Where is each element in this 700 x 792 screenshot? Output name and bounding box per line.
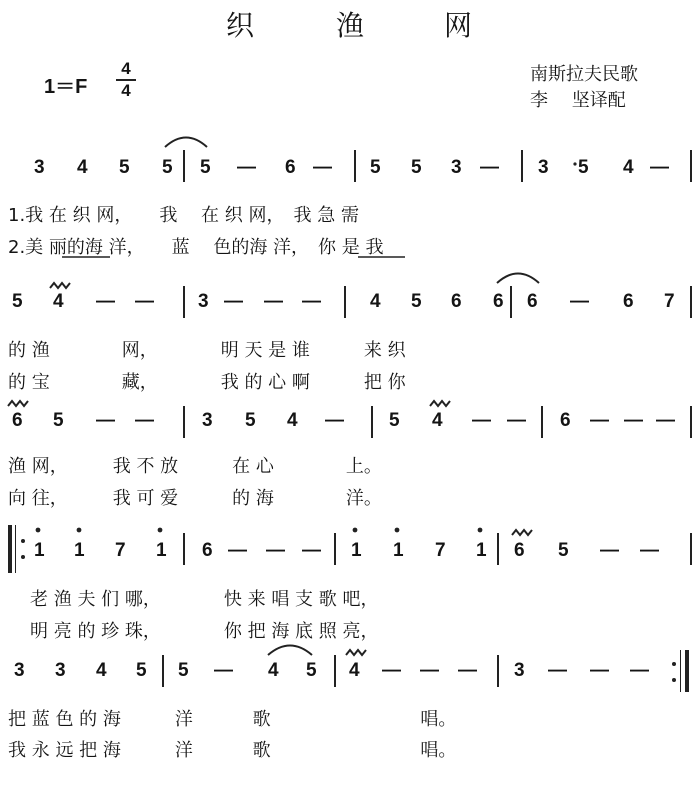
note: 6 <box>451 291 462 312</box>
note: 3 <box>14 660 25 681</box>
note: — <box>480 157 499 178</box>
lyrics-verse-1: 老 渔 夫 们 哪， 快 来 唱 支 歌 吧， <box>30 589 379 610</box>
trill-mark <box>50 283 70 288</box>
note: — <box>590 410 609 431</box>
note: — <box>96 410 115 431</box>
note: 6 <box>514 540 525 561</box>
note: — <box>96 291 115 312</box>
note: — <box>302 540 321 561</box>
note: 6 <box>12 410 23 431</box>
note: 4 <box>77 157 88 178</box>
title-char-2: 渔 <box>336 9 367 42</box>
note: — <box>472 410 491 431</box>
note: — <box>600 540 619 561</box>
credit-origin: 南斯拉夫民歌 <box>530 64 638 85</box>
note: 6 <box>527 291 538 312</box>
octave-dot <box>158 528 163 533</box>
note: 5 <box>136 660 147 681</box>
note: — <box>264 291 283 312</box>
octave-dot <box>395 528 400 533</box>
trill-mark <box>8 401 28 406</box>
note: — <box>266 540 285 561</box>
note: 1 <box>74 540 85 561</box>
note: 1 <box>476 540 487 561</box>
note: — <box>135 410 154 431</box>
note: 7 <box>435 540 446 561</box>
note: 5 <box>178 660 189 681</box>
note: — <box>640 540 659 561</box>
note: 4 <box>268 660 279 681</box>
note: — <box>458 660 477 681</box>
note: 5 <box>53 410 64 431</box>
note: 4 <box>53 291 64 312</box>
note: — <box>224 291 243 312</box>
note: 4 <box>623 157 634 178</box>
note: 5 <box>411 291 422 312</box>
note: 3 <box>451 157 462 178</box>
note: — <box>325 410 344 431</box>
lyrics-verse-1: 把 蓝 色 的 海 洋 歌 唱。 <box>8 709 457 730</box>
lyrics-verse-1: 1.我 在 织 网， 我 在 织 网， 我 急 需 <box>8 205 359 226</box>
note: 1 <box>351 540 362 561</box>
note: 5 <box>12 291 23 312</box>
trill-mark <box>512 530 532 535</box>
note: — <box>570 291 589 312</box>
note: — <box>135 291 154 312</box>
tie-arc <box>165 138 207 148</box>
lyrics-verse-2: 的 宝 藏， 我 的 心 啊 把 你 <box>8 372 406 393</box>
note: 3 <box>202 410 213 431</box>
note: 5 <box>370 157 381 178</box>
trill-mark <box>346 650 366 655</box>
note: 1 <box>34 540 45 561</box>
note: — <box>420 660 439 681</box>
note: — <box>507 410 526 431</box>
note: 7 <box>664 291 675 312</box>
note: — <box>313 157 332 178</box>
octave-dot <box>353 528 358 533</box>
note: 6 <box>202 540 213 561</box>
lyrics-verse-2: 明 亮 的 珍 珠， 你 把 海 底 照 亮， <box>30 621 379 642</box>
note: 5 <box>119 157 130 178</box>
time-signature-top: 4 <box>121 59 131 78</box>
lyrics-verse-2: 我 永 远 把 海 洋 歌 唱。 <box>8 740 457 761</box>
lyrics-verse-1: 渔 网， 我 不 放 在 心 上。 <box>8 456 382 477</box>
octave-dot <box>573 162 576 165</box>
note: 7 <box>115 540 126 561</box>
note: — <box>630 660 649 681</box>
note: 5 <box>558 540 569 561</box>
trill-mark <box>430 401 450 406</box>
note: — <box>228 540 247 561</box>
note: 4 <box>287 410 298 431</box>
note: 5 <box>200 157 211 178</box>
note: — <box>237 157 256 178</box>
octave-dot <box>77 528 82 533</box>
note: 3 <box>55 660 66 681</box>
note: 3 <box>198 291 209 312</box>
note: — <box>590 660 609 681</box>
note: — <box>214 660 233 681</box>
note: — <box>624 410 643 431</box>
title-char-3: 网 <box>444 9 475 42</box>
credit-arranger: 李 坚译配 <box>530 90 626 111</box>
note: — <box>656 410 675 431</box>
note: 4 <box>349 660 360 681</box>
time-signature-bottom: 4 <box>121 81 131 100</box>
title-char-1: 织 <box>226 9 257 42</box>
note: 3 <box>34 157 45 178</box>
note: 5 <box>389 410 400 431</box>
key-signature: 1＝F <box>44 76 88 98</box>
note: 5 <box>306 660 317 681</box>
note: — <box>548 660 567 681</box>
note: 4 <box>96 660 107 681</box>
note: — <box>382 660 401 681</box>
note: 1 <box>156 540 167 561</box>
note: 4 <box>432 410 443 431</box>
note: 6 <box>285 157 296 178</box>
note: 6 <box>493 291 504 312</box>
note: 5 <box>245 410 256 431</box>
note: — <box>302 291 321 312</box>
lyrics-verse-2: 向 往， 我 可 爱 的 海 洋。 <box>8 488 382 509</box>
note: 3 <box>514 660 525 681</box>
lyrics-verse-1: 的 渔 网， 明 天 是 谁 来 织 <box>8 340 406 361</box>
octave-dot <box>36 528 41 533</box>
note: 6 <box>560 410 571 431</box>
lyrics-verse-2: 2.美 丽的海 洋， 蓝 色的海 洋， 你 是 我 <box>8 237 384 258</box>
note: 6 <box>623 291 634 312</box>
note: 5 <box>578 157 589 178</box>
octave-dot <box>478 528 483 533</box>
note: 4 <box>370 291 381 312</box>
note: 3 <box>538 157 549 178</box>
note: 5 <box>162 157 173 178</box>
note: — <box>650 157 669 178</box>
tie-arc <box>268 646 312 656</box>
note: 5 <box>411 157 422 178</box>
tie-arc <box>497 274 539 284</box>
note: 1 <box>393 540 404 561</box>
